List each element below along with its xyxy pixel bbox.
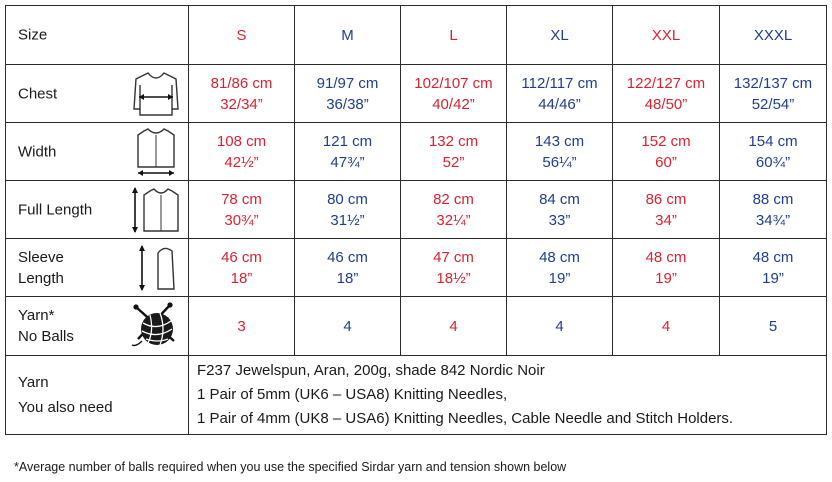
chest-xxl-in: 48/50”: [644, 95, 688, 113]
yarn-s-cell: 3: [189, 297, 295, 356]
size-header-row: [6, 6, 827, 65]
yarn-label-line1: Yarn*: [18, 307, 55, 324]
width-s-in: 42½”: [224, 153, 259, 171]
sleeve-length-label: [18, 247, 64, 289]
needles-5mm: 1 Pair of 5mm (UK6 – USA8) Knitting Needles,: [197, 386, 508, 403]
width-m-in: 47¾”: [330, 153, 365, 171]
yarn-heading: Yarn: [18, 374, 49, 391]
chest-xl-in: 44/46”: [538, 95, 581, 113]
sleeve-m-cm: 46 cm: [327, 248, 368, 266]
length-xl-cell: [507, 181, 613, 239]
size-header-label-cell: [6, 6, 189, 65]
yarn-l-cell: 4: [401, 297, 507, 356]
length-xl-in: 33”: [548, 211, 571, 229]
footnote: *Average number of balls required when you use the specified Sirdar yarn and tension shown below: [14, 460, 567, 474]
width-l-cm: 132 cm: [428, 132, 479, 150]
chest-xxl-cell: [613, 65, 720, 123]
sleeve-m-in: 18”: [336, 269, 359, 287]
chest-xxxl-cm: 132/137 cm: [733, 74, 813, 92]
chest-row: [6, 65, 827, 123]
chest-l-in: 40/42”: [432, 95, 475, 113]
length-xxl-cm: 86 cm: [645, 190, 687, 208]
chest-l-cm: 102/107 cm: [414, 74, 493, 92]
sleeve-xxxl-cell: [720, 239, 827, 297]
chest-measure-icon: [130, 69, 182, 119]
size-header-label: Size: [18, 26, 48, 44]
chest-m-in: 36/38”: [326, 95, 369, 113]
size-header-xxl: XXL: [613, 6, 720, 65]
length-xxxl-cell: [720, 181, 827, 239]
chest-s-cm: 81/86 cm: [210, 74, 273, 92]
sleeve-label-line2: Length: [18, 269, 64, 287]
length-xxxl-in: 34¾”: [755, 211, 791, 229]
chest-xxl-cm: 122/127 cm: [626, 74, 706, 92]
sleeve-length-row: [6, 239, 827, 297]
width-xl-in: 56¼”: [542, 153, 577, 171]
yarn-label-line2: No Balls: [18, 328, 74, 345]
width-xl-cell: [507, 123, 613, 181]
length-l-cm: 82 cm: [433, 190, 474, 208]
length-s-cell: [189, 181, 295, 239]
sleeve-s-cm: 46 cm: [221, 248, 262, 266]
materials-label-cell: [6, 356, 189, 435]
chest-m-cm: 91/97 cm: [316, 74, 379, 92]
size-header-m: M: [295, 6, 401, 65]
size-header-l: L: [401, 6, 507, 65]
width-xxxl-in: 60¾”: [755, 153, 791, 171]
width-m-cm: 121 cm: [322, 132, 373, 150]
length-m-in: 31½”: [330, 211, 365, 229]
length-xxl-cell: [613, 181, 720, 239]
yarn-xxxl-cell: 5: [720, 297, 827, 356]
chest-s-cell: [189, 65, 295, 123]
width-xxxl-cell: [720, 123, 827, 181]
chest-xl-cm: 112/117 cm: [521, 74, 598, 92]
chest-xxxl-cell: [720, 65, 827, 123]
sleeve-xxl-cell: [613, 239, 720, 297]
yarn-balls-label: [18, 305, 74, 347]
size-header-s: S: [189, 6, 295, 65]
full-length-row: [6, 181, 827, 239]
width-xxxl-cm: 154 cm: [748, 132, 798, 150]
yarn-balls-row: [6, 297, 827, 356]
width-row: [6, 123, 827, 181]
width-s-cell: [189, 123, 295, 181]
length-xxxl-cm: 88 cm: [752, 190, 794, 208]
sleeve-l-cell: [401, 239, 507, 297]
chest-s-in: 32/34”: [220, 95, 263, 113]
yarn-balls-label-cell: [6, 297, 189, 356]
chest-label-cell: [6, 65, 189, 123]
chest-label: Chest: [18, 85, 58, 102]
yarn-m-cell: 4: [295, 297, 401, 356]
also-need-heading: You also need: [18, 399, 113, 416]
sleeve-xl-in: 19”: [548, 269, 571, 287]
width-l-cell: [401, 123, 507, 181]
yarn-spec: F237 Jewelspun, Aran, 200g, shade 842 Nordic Noir: [197, 362, 545, 379]
needles-4mm-and-extras: 1 Pair of 4mm (UK8 – USA6) Knitting Needles, Cable Needle and Stitch Holders.: [197, 410, 734, 427]
sleeve-l-in: 18½”: [436, 269, 471, 287]
sleeve-l-cm: 47 cm: [433, 248, 474, 266]
length-m-cm: 80 cm: [327, 190, 368, 208]
chest-xl-cell: [507, 65, 613, 123]
full-length-label-cell: [6, 181, 189, 239]
length-l-in: 32¼”: [436, 211, 471, 229]
length-s-cm: 78 cm: [221, 190, 262, 208]
length-measure-icon: [130, 185, 182, 235]
width-xxl-cell: [613, 123, 720, 181]
length-l-cell: [401, 181, 507, 239]
sleeve-xl-cm: 48 cm: [539, 248, 580, 266]
width-l-in: 52”: [442, 153, 465, 171]
materials-detail-cell: [189, 356, 827, 435]
width-measure-icon: [130, 127, 182, 177]
chest-m-cell: [295, 65, 401, 123]
chest-xxxl-in: 52/54”: [751, 95, 795, 113]
sleeve-xl-cell: [507, 239, 613, 297]
sleeve-xxxl-in: 19”: [762, 269, 784, 287]
yarn-xl-cell: 4: [507, 297, 613, 356]
sleeve-s-in: 18”: [230, 269, 253, 287]
sleeve-m-cell: [295, 239, 401, 297]
chest-l-cell: [401, 65, 507, 123]
width-xxl-in: 60”: [655, 153, 677, 171]
sleeve-s-cell: [189, 239, 295, 297]
width-xxl-cm: 152 cm: [641, 132, 691, 150]
sleeve-length-label-cell: [6, 239, 189, 297]
length-xxl-in: 34”: [655, 211, 677, 229]
length-s-in: 30¾”: [224, 211, 259, 229]
yarn-ball-icon: [130, 301, 182, 351]
full-length-label: Full Length: [18, 201, 93, 218]
length-xl-cm: 84 cm: [539, 190, 580, 208]
width-m-cell: [295, 123, 401, 181]
length-m-cell: [295, 181, 401, 239]
sleeve-xxl-cm: 48 cm: [645, 248, 687, 266]
width-label-cell: [6, 123, 189, 181]
yarn-xxl-cell: 4: [613, 297, 720, 356]
sleeve-xxl-in: 19”: [655, 269, 677, 287]
size-header-xxxl: XXXL: [720, 6, 827, 65]
sleeve-xxxl-cm: 48 cm: [752, 248, 794, 266]
width-xl-cm: 143 cm: [534, 132, 585, 150]
sleeve-label-line1: Sleeve: [18, 248, 64, 266]
size-table: [5, 5, 827, 435]
size-header-xl: XL: [507, 6, 613, 65]
materials-row: [6, 356, 827, 435]
width-label: Width: [18, 143, 57, 160]
sleeve-measure-icon: [130, 243, 182, 293]
width-s-cm: 108 cm: [216, 132, 267, 150]
